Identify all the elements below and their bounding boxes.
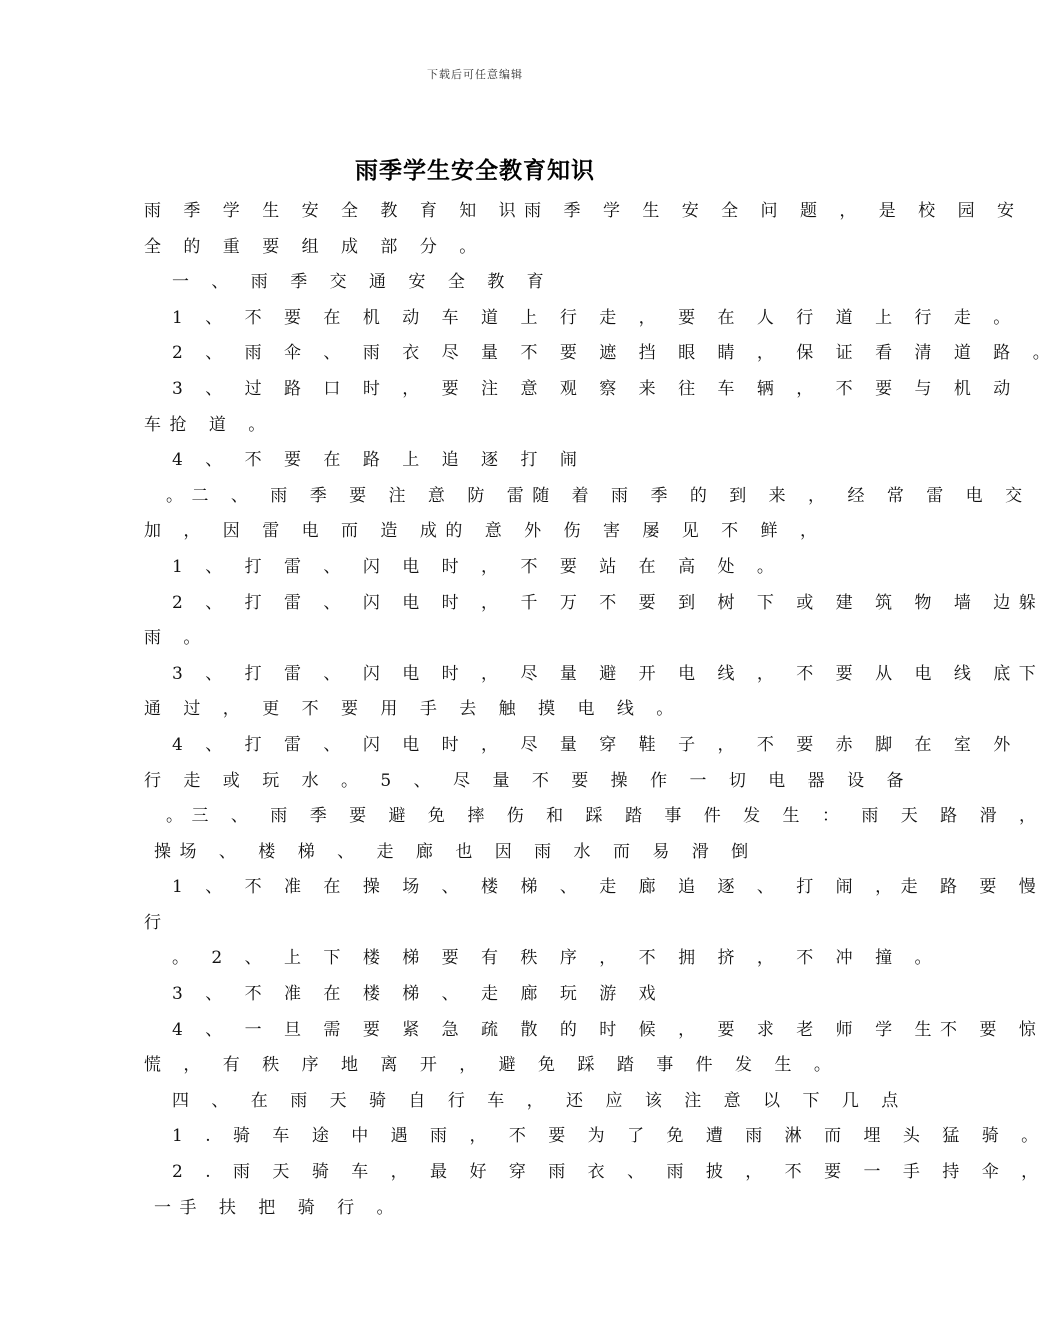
body-line: 2 、 雨 伞 、 雨 衣 尽 量 不 要 遮 挡 眼 睛 ， 保 证 看 清 道 路 。 bbox=[172, 343, 1058, 364]
body-line: 慌 ， 有 秩 序 地 离 开 ， 避 免 踩 踏 事 件 发 生 。 bbox=[144, 1055, 840, 1076]
body-line: 3 、 打 雷 、 闪 电 时 ， 尽 量 避 开 电 线 ， 不 要 从 电 线 底下 bbox=[172, 663, 1045, 684]
body-line: 2 、 打 雷 、 闪 电 时 ， 千 万 不 要 到 树 下 或 建 筑 物 墙 边躲 bbox=[172, 592, 1045, 613]
body-line: 一手 扶 把 骑 行 。 bbox=[154, 1197, 403, 1218]
body-line: 2 . 雨 天 骑 车 ， 最 好 穿 雨 衣 、 雨 披 ， 不 要 一 手 持 伞 ， bbox=[172, 1162, 1047, 1183]
body-line: 4 、 一 旦 需 要 紧 急 疏 散 的 时 候 ， 要 求 老 师 学 生不 要 惊 bbox=[172, 1019, 1045, 1040]
document-body bbox=[144, 194, 1058, 1226]
section-heading: 。二 、 雨 季 要 注 意 防 雷随 着 雨 季 的 到 来 ， 经 常 雷 电 交 bbox=[166, 485, 1031, 506]
section-heading: 四 、 在 雨 天 骑 自 行 车 ， 还 应 该 注 意 以 下 几 点 bbox=[172, 1090, 907, 1111]
body-line: 雨 。 bbox=[144, 628, 209, 649]
page-header-note: 下载后可任意编辑 bbox=[427, 68, 523, 81]
body-line: 行 走 或 玩 水 。 5 、 尽 量 不 要 操 作 一 切 电 器 设 备 bbox=[144, 770, 912, 791]
body-line: 1 、 不 要 在 机 动 车 道 上 行 走 ， 要 在 人 行 道 上 行 走 。 bbox=[172, 307, 1019, 328]
document-title: 雨季学生安全教育知识 bbox=[355, 158, 595, 184]
body-line: 1 、 打 雷 、 闪 电 时 ， 不 要 站 在 高 处 。 bbox=[172, 556, 783, 577]
body-line: 3 、 不 准 在 楼 梯 、 走 廊 玩 游 戏 bbox=[172, 984, 665, 1005]
body-line: 加 ， 因 雷 电 而 造 成的 意 外 伤 害 屡 见 不 鲜 ， bbox=[144, 521, 826, 542]
body-line: 通 过 ， 更 不 要 用 手 去 触 摸 电 线 。 bbox=[144, 699, 682, 720]
section-heading: 一 、 雨 季 交 通 安 全 教 育 bbox=[172, 272, 553, 293]
body-line: 雨 季 学 生 安 全 教 育 知 识雨 季 学 生 安 全 问 题 ， 是 校 园 安 bbox=[144, 201, 1023, 221]
body-line: 3 、 过 路 口 时 ， 要 注 意 观 察 来 往 车 辆 ， 不 要 与 机 动 bbox=[172, 378, 1019, 399]
body-line: 1 、 不 准 在 操 场 、 楼 梯 、 走 廊 追 逐 、 打 闹 ，走 路 要 慢 bbox=[172, 877, 1045, 898]
body-line: 操场 、 楼 梯 、 走 廊 也 因 雨 水 而 易 滑 倒 bbox=[154, 841, 757, 862]
body-line: 4 、 打 雷 、 闪 电 时 ， 尽 量 穿 鞋 子 ， 不 要 赤 脚 在 室 外 bbox=[172, 734, 1019, 755]
body-line: 车抢 道 。 bbox=[144, 414, 274, 435]
section-heading: 。三 、 雨 季 要 避 免 摔 伤 和 踩 踏 事 件 发 生 ： 雨 天 路 滑 ， bbox=[166, 806, 1045, 827]
body-line: 。 2 、 上 下 楼 梯 要 有 秩 序 ， 不 拥 挤 ， 不 冲 撞 。 bbox=[172, 948, 940, 969]
body-line: 4 、 不 要 在 路 上 追 逐 打 闹 bbox=[172, 450, 586, 471]
body-line: 1 . 骑 车 途 中 遇 雨 ， 不 要 为 了 免 遭 雨 淋 而 埋 头 猛 骑 。 bbox=[172, 1126, 1047, 1147]
body-line: 全 的 重 要 组 成 部 分 。 bbox=[144, 236, 485, 257]
body-line: 行 bbox=[144, 912, 170, 933]
